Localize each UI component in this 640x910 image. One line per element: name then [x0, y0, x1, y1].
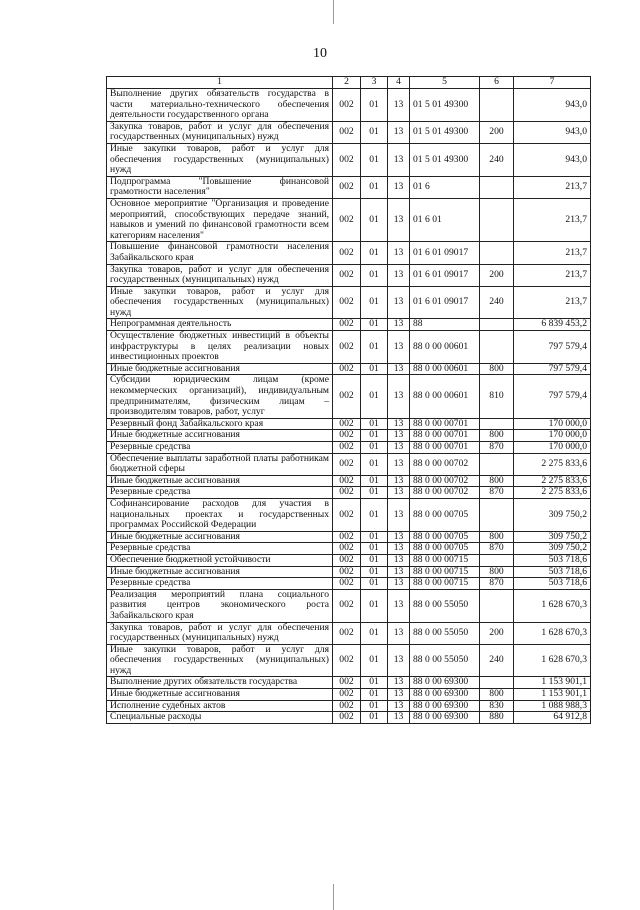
- cell-grbs: 002: [333, 176, 361, 198]
- cell-csr: 01 5 01 49300: [410, 143, 480, 176]
- cell-sum: 943,0: [514, 89, 591, 122]
- cell-csr: 88 0 00 00702: [410, 453, 480, 475]
- cell-name: Резервные средства: [107, 578, 333, 590]
- table-row: [107, 176, 591, 198]
- table-body: [107, 89, 591, 724]
- cell-grbs: 002: [333, 319, 361, 331]
- cell-vr: [480, 589, 514, 622]
- cell-pr: 13: [388, 712, 410, 724]
- cell-csr: 88 0 00 00702: [410, 487, 480, 499]
- cell-csr: 01 6 01 09017: [410, 242, 480, 264]
- cell-sum: 6 839 453,2: [514, 319, 591, 331]
- header-cell-name: 1: [107, 77, 333, 89]
- cell-pr: 13: [388, 531, 410, 543]
- cell-sum: 170 000,0: [514, 418, 591, 430]
- cell-rz: 01: [361, 712, 388, 724]
- cell-rz: 01: [361, 453, 388, 475]
- cell-sum: 503 718,6: [514, 566, 591, 578]
- cell-csr: 88 0 00 55050: [410, 644, 480, 677]
- cell-vr: 800: [480, 475, 514, 487]
- cell-csr: 88 0 00 69300: [410, 689, 480, 701]
- table-row: [107, 554, 591, 566]
- cell-name: Обеспечение выплаты заработной платы работникам бюджетной сферы: [107, 453, 333, 475]
- cell-pr: 13: [388, 331, 410, 364]
- cell-vr: 240: [480, 286, 514, 319]
- cell-name: Резервные средства: [107, 543, 333, 555]
- cell-csr: 88 0 00 00701: [410, 418, 480, 430]
- cell-csr: 88 0 00 55050: [410, 622, 480, 644]
- cell-grbs: 002: [333, 264, 361, 286]
- cell-sum: 943,0: [514, 121, 591, 143]
- cell-sum: 503 718,6: [514, 578, 591, 590]
- cell-grbs: 002: [333, 363, 361, 375]
- cell-grbs: 002: [333, 198, 361, 241]
- cell-rz: 01: [361, 566, 388, 578]
- cell-name: Обеспечение бюджетной устойчивости: [107, 554, 333, 566]
- cell-rz: 01: [361, 700, 388, 712]
- cell-grbs: 002: [333, 689, 361, 701]
- cell-vr: 870: [480, 578, 514, 590]
- cell-rz: 01: [361, 475, 388, 487]
- cell-sum: 1 153 901,1: [514, 689, 591, 701]
- header-row: [107, 77, 591, 89]
- cell-rz: 01: [361, 264, 388, 286]
- cell-csr: 88 0 00 00715: [410, 566, 480, 578]
- table-row: [107, 712, 591, 724]
- cell-name: Непрограммная деятельность: [107, 319, 333, 331]
- cell-pr: 13: [388, 689, 410, 701]
- cell-vr: 870: [480, 442, 514, 454]
- cell-csr: 88 0 00 00702: [410, 475, 480, 487]
- table-row: [107, 143, 591, 176]
- table-row: [107, 622, 591, 644]
- cell-pr: 13: [388, 363, 410, 375]
- cell-csr: 88 0 00 00701: [410, 430, 480, 442]
- cell-name: Резервные средства: [107, 487, 333, 499]
- cell-csr: 88 0 00 00601: [410, 363, 480, 375]
- cell-csr: 01 6: [410, 176, 480, 198]
- cell-rz: 01: [361, 430, 388, 442]
- table-row: [107, 331, 591, 364]
- cell-rz: 01: [361, 242, 388, 264]
- cell-pr: 13: [388, 578, 410, 590]
- cell-rz: 01: [361, 198, 388, 241]
- cell-pr: 13: [388, 121, 410, 143]
- cell-name: Повышение финансовой грамотности населения Забайкальского края: [107, 242, 333, 264]
- cell-csr: 01 6 01 09017: [410, 286, 480, 319]
- cell-vr: 200: [480, 264, 514, 286]
- cell-vr: 800: [480, 566, 514, 578]
- cell-pr: 13: [388, 566, 410, 578]
- cell-sum: 309 750,2: [514, 531, 591, 543]
- cell-pr: 13: [388, 143, 410, 176]
- cell-rz: 01: [361, 286, 388, 319]
- cell-name: Иные бюджетные ассигнования: [107, 689, 333, 701]
- cell-vr: 800: [480, 430, 514, 442]
- cell-grbs: 002: [333, 589, 361, 622]
- cell-pr: 13: [388, 319, 410, 331]
- table-row: [107, 475, 591, 487]
- cell-sum: 213,7: [514, 176, 591, 198]
- table-row: [107, 430, 591, 442]
- cell-vr: 240: [480, 143, 514, 176]
- cell-pr: 13: [388, 453, 410, 475]
- cell-rz: 01: [361, 689, 388, 701]
- cell-csr: 88 0 00 00715: [410, 554, 480, 566]
- cell-rz: 01: [361, 677, 388, 689]
- cell-csr: 88 0 00 55050: [410, 589, 480, 622]
- cell-vr: [480, 242, 514, 264]
- cell-rz: 01: [361, 331, 388, 364]
- cell-grbs: 002: [333, 700, 361, 712]
- cell-csr: 88 0 00 00601: [410, 331, 480, 364]
- cell-grbs: 002: [333, 543, 361, 555]
- cell-pr: 13: [388, 622, 410, 644]
- cell-sum: 943,0: [514, 143, 591, 176]
- cell-sum: 64 912,8: [514, 712, 591, 724]
- cell-pr: 13: [388, 176, 410, 198]
- table-row: [107, 121, 591, 143]
- cell-name: Иные закупки товаров, работ и услуг для обеспечения государственных (муниципальных) нужд: [107, 286, 333, 319]
- cell-vr: [480, 453, 514, 475]
- cell-vr: [480, 677, 514, 689]
- cell-name: Осуществление бюджетных инвестиций в объекты инфраструктуры в целях реализации новых инвестиционных проектов: [107, 331, 333, 364]
- cell-name: Резервный фонд Забайкальского края: [107, 418, 333, 430]
- cell-pr: 13: [388, 264, 410, 286]
- cell-grbs: 002: [333, 712, 361, 724]
- cell-name: Выполнение других обязательств государства: [107, 677, 333, 689]
- header-cell-csr: 5: [410, 77, 480, 89]
- header-cell-rz: 3: [361, 77, 388, 89]
- page-number: 10: [313, 46, 327, 61]
- cell-grbs: 002: [333, 418, 361, 430]
- header-cell-sum: 7: [514, 77, 591, 89]
- cell-vr: [480, 319, 514, 331]
- cell-pr: 13: [388, 375, 410, 418]
- table-row: [107, 286, 591, 319]
- table-row: [107, 543, 591, 555]
- cell-vr: [480, 554, 514, 566]
- table-row: [107, 531, 591, 543]
- cell-vr: [480, 498, 514, 531]
- cell-name: Иные закупки товаров, работ и услуг для обеспечения государственных (муниципальных) нужд: [107, 143, 333, 176]
- cell-grbs: 002: [333, 286, 361, 319]
- header-cell-grbs: 2: [333, 77, 361, 89]
- cell-pr: 13: [388, 498, 410, 531]
- cell-csr: 01 5 01 49300: [410, 121, 480, 143]
- cell-pr: 13: [388, 644, 410, 677]
- cell-csr: 88 0 00 00705: [410, 531, 480, 543]
- scan-mark-top: [333, 0, 334, 24]
- header-cell-vr: 6: [480, 77, 514, 89]
- cell-csr: 88 0 00 69300: [410, 712, 480, 724]
- cell-name: Иные бюджетные ассигнования: [107, 363, 333, 375]
- cell-name: Основное мероприятие "Организация и проведение мероприятий, способствующих передаче знаний, навыков и умений по финансовой грамотности всем категориям населения": [107, 198, 333, 241]
- cell-grbs: 002: [333, 554, 361, 566]
- cell-sum: 1 628 670,3: [514, 644, 591, 677]
- cell-grbs: 002: [333, 375, 361, 418]
- cell-name: Иные бюджетные ассигнования: [107, 566, 333, 578]
- cell-csr: 88 0 00 69300: [410, 700, 480, 712]
- cell-rz: 01: [361, 622, 388, 644]
- cell-name: Софинансирование расходов для участия в национальных проектах и государственных программах Российской Федерации: [107, 498, 333, 531]
- table-row: [107, 242, 591, 264]
- cell-sum: 797 579,4: [514, 363, 591, 375]
- cell-vr: 800: [480, 531, 514, 543]
- table-row: [107, 644, 591, 677]
- cell-rz: 01: [361, 498, 388, 531]
- cell-pr: 13: [388, 487, 410, 499]
- cell-sum: 1 153 901,1: [514, 677, 591, 689]
- cell-vr: [480, 89, 514, 122]
- cell-name: Субсидии юридическим лицам (кроме некоммерческих организаций), индивидуальным предпринимателям, физическим лицам – производителям товаров, работ, услуг: [107, 375, 333, 418]
- cell-vr: 240: [480, 644, 514, 677]
- cell-vr: 880: [480, 712, 514, 724]
- cell-csr: 88 0 00 00701: [410, 442, 480, 454]
- table-row: [107, 198, 591, 241]
- cell-name: Закупка товаров, работ и услуг для обеспечения государственных (муниципальных) нужд: [107, 264, 333, 286]
- cell-pr: 13: [388, 286, 410, 319]
- cell-rz: 01: [361, 319, 388, 331]
- cell-rz: 01: [361, 531, 388, 543]
- cell-rz: 01: [361, 543, 388, 555]
- cell-csr: 01 5 01 49300: [410, 89, 480, 122]
- cell-pr: 13: [388, 89, 410, 122]
- cell-rz: 01: [361, 589, 388, 622]
- cell-grbs: 002: [333, 644, 361, 677]
- cell-grbs: 002: [333, 121, 361, 143]
- cell-name: Исполнение судебных актов: [107, 700, 333, 712]
- cell-vr: 810: [480, 375, 514, 418]
- cell-sum: 1 628 670,3: [514, 589, 591, 622]
- cell-sum: 797 579,4: [514, 331, 591, 364]
- cell-name: Иные закупки товаров, работ и услуг для обеспечения государственных (муниципальных) нужд: [107, 644, 333, 677]
- cell-vr: 870: [480, 487, 514, 499]
- cell-vr: [480, 331, 514, 364]
- cell-csr: 01 6 01 09017: [410, 264, 480, 286]
- cell-csr: 88 0 00 00705: [410, 543, 480, 555]
- cell-vr: 800: [480, 689, 514, 701]
- cell-name: Иные бюджетные ассигнования: [107, 475, 333, 487]
- cell-name: Иные бюджетные ассигнования: [107, 430, 333, 442]
- cell-csr: 88 0 00 00601: [410, 375, 480, 418]
- cell-grbs: 002: [333, 531, 361, 543]
- cell-sum: 1 628 670,3: [514, 622, 591, 644]
- cell-vr: 830: [480, 700, 514, 712]
- cell-grbs: 002: [333, 677, 361, 689]
- cell-vr: [480, 198, 514, 241]
- cell-sum: 170 000,0: [514, 430, 591, 442]
- table-row: [107, 578, 591, 590]
- table-row: [107, 319, 591, 331]
- table-row: [107, 418, 591, 430]
- cell-pr: 13: [388, 418, 410, 430]
- table-row: [107, 566, 591, 578]
- cell-name: Реализация мероприятий плана социального развития центров экономического роста Забайкальского края: [107, 589, 333, 622]
- cell-sum: 503 718,6: [514, 554, 591, 566]
- cell-name: Закупка товаров, работ и услуг для обеспечения государственных (муниципальных) нужд: [107, 622, 333, 644]
- header-cell-pr: 4: [388, 77, 410, 89]
- cell-csr: 88 0 00 69300: [410, 677, 480, 689]
- table-row: [107, 264, 591, 286]
- table-row: [107, 689, 591, 701]
- cell-grbs: 002: [333, 578, 361, 590]
- cell-csr: 88: [410, 319, 480, 331]
- cell-pr: 13: [388, 242, 410, 264]
- cell-sum: 2 275 833,6: [514, 453, 591, 475]
- cell-pr: 13: [388, 475, 410, 487]
- cell-vr: 200: [480, 622, 514, 644]
- cell-rz: 01: [361, 578, 388, 590]
- cell-sum: 309 750,2: [514, 543, 591, 555]
- cell-pr: 13: [388, 677, 410, 689]
- cell-pr: 13: [388, 700, 410, 712]
- cell-rz: 01: [361, 554, 388, 566]
- cell-rz: 01: [361, 442, 388, 454]
- cell-pr: 13: [388, 430, 410, 442]
- cell-grbs: 002: [333, 242, 361, 264]
- cell-rz: 01: [361, 121, 388, 143]
- budget-table: [106, 76, 591, 724]
- cell-sum: 213,7: [514, 264, 591, 286]
- cell-sum: 797 579,4: [514, 375, 591, 418]
- cell-sum: 213,7: [514, 242, 591, 264]
- cell-name: Специальные расходы: [107, 712, 333, 724]
- cell-rz: 01: [361, 644, 388, 677]
- table-row: [107, 498, 591, 531]
- cell-sum: 1 088 988,3: [514, 700, 591, 712]
- cell-grbs: 002: [333, 442, 361, 454]
- table-row: [107, 700, 591, 712]
- cell-sum: 213,7: [514, 286, 591, 319]
- table-row: [107, 375, 591, 418]
- cell-vr: 200: [480, 121, 514, 143]
- table-row: [107, 363, 591, 375]
- table-row: [107, 487, 591, 499]
- table-row: [107, 677, 591, 689]
- cell-name: Резервные средства: [107, 442, 333, 454]
- cell-csr: 01 6 01: [410, 198, 480, 241]
- cell-rz: 01: [361, 487, 388, 499]
- cell-sum: 213,7: [514, 198, 591, 241]
- cell-pr: 13: [388, 543, 410, 555]
- scan-mark-bottom: [333, 884, 334, 910]
- table-row: [107, 453, 591, 475]
- cell-vr: [480, 176, 514, 198]
- cell-grbs: 002: [333, 622, 361, 644]
- cell-name: Иные бюджетные ассигнования: [107, 531, 333, 543]
- cell-csr: 88 0 00 00705: [410, 498, 480, 531]
- cell-pr: 13: [388, 554, 410, 566]
- cell-rz: 01: [361, 375, 388, 418]
- table-row: [107, 589, 591, 622]
- cell-vr: 800: [480, 363, 514, 375]
- table-row: [107, 89, 591, 122]
- cell-name: Закупка товаров, работ и услуг для обеспечения государственных (муниципальных) нужд: [107, 121, 333, 143]
- cell-grbs: 002: [333, 453, 361, 475]
- cell-pr: 13: [388, 198, 410, 241]
- cell-name: Выполнение других обязательств государства в части материально-технического обеспечения деятельности государственного органа: [107, 89, 333, 122]
- cell-vr: 870: [480, 543, 514, 555]
- cell-sum: 2 275 833,6: [514, 487, 591, 499]
- cell-grbs: 002: [333, 487, 361, 499]
- cell-pr: 13: [388, 442, 410, 454]
- cell-pr: 13: [388, 589, 410, 622]
- table-row: [107, 442, 591, 454]
- cell-grbs: 002: [333, 498, 361, 531]
- cell-rz: 01: [361, 418, 388, 430]
- cell-grbs: 002: [333, 331, 361, 364]
- cell-grbs: 002: [333, 475, 361, 487]
- cell-sum: 170 000,0: [514, 442, 591, 454]
- cell-grbs: 002: [333, 89, 361, 122]
- cell-sum: 2 275 833,6: [514, 475, 591, 487]
- cell-grbs: 002: [333, 143, 361, 176]
- cell-rz: 01: [361, 143, 388, 176]
- cell-vr: [480, 418, 514, 430]
- cell-name: Подпрограмма "Повышение финансовой грамотности населения": [107, 176, 333, 198]
- cell-rz: 01: [361, 89, 388, 122]
- cell-csr: 88 0 00 00715: [410, 578, 480, 590]
- cell-grbs: 002: [333, 566, 361, 578]
- cell-rz: 01: [361, 176, 388, 198]
- cell-rz: 01: [361, 363, 388, 375]
- cell-grbs: 002: [333, 430, 361, 442]
- cell-sum: 309 750,2: [514, 498, 591, 531]
